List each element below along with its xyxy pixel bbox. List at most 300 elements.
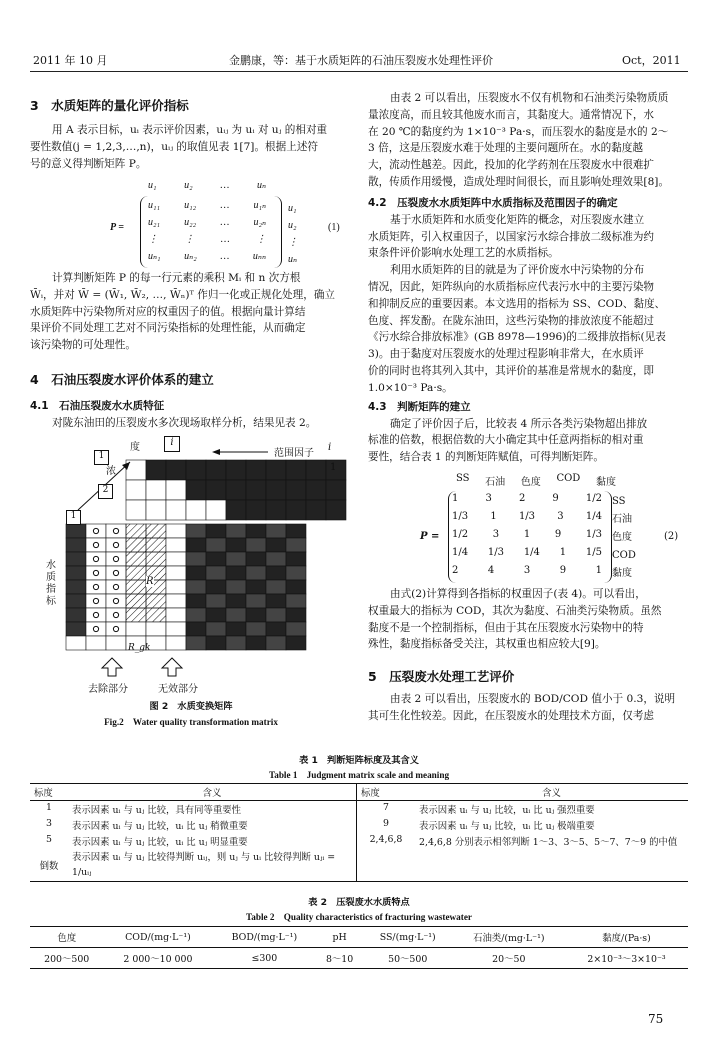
- table-1-cell: 倒数: [39, 861, 59, 872]
- matrix-cell: [166, 538, 186, 552]
- after-m2-line: 由式(2)计算得到各指标的权重因子(表 4)。可以看出，: [390, 588, 646, 600]
- matrix-cell: [86, 580, 106, 594]
- fig-label-invalid: 无效部分: [158, 684, 198, 695]
- table-1-cell: 表示因素 uᵢ 与 uⱼ 比较，uᵢ 比 uⱼ 极端重要: [419, 821, 595, 832]
- table-2-header: pH: [332, 931, 347, 943]
- matrix-cell: [246, 566, 266, 580]
- matrix-cell: [166, 636, 186, 650]
- sec3-para1-line3: 号的意义得判断矩阵 P。: [30, 157, 147, 170]
- matrix-band-cell: [286, 480, 306, 500]
- matrix-1-cell: u₁ₙ: [253, 200, 266, 211]
- matrix-cell: [126, 622, 146, 636]
- matrix-cell: [66, 636, 86, 650]
- matrix-2-cell: 1: [559, 547, 567, 558]
- matrix-band-cell: [186, 500, 206, 520]
- matrix-cell: [246, 594, 266, 608]
- matrix-2-cell: 1/4: [585, 511, 602, 522]
- matrix-1-row-head: uₙ: [288, 254, 298, 265]
- range-arrow-head: [212, 449, 220, 455]
- matrix-2-cell: 3: [492, 529, 500, 540]
- sec43-para-line: 要性，结合表 1 的判断矩阵赋值，可得判断矩阵。: [368, 451, 604, 464]
- section-4-1-title: 4.1 石油压裂废水水质特征: [30, 399, 165, 412]
- matrix-band-cell: [126, 480, 146, 500]
- matrix-1-body: [148, 200, 266, 268]
- matrix-2-cell: 1/4: [523, 547, 540, 558]
- right-para-top-line: 由表 2 可以看出，压裂废水不仅有机物和石油类污染物质质: [390, 92, 669, 104]
- matrix-cell: [126, 580, 146, 594]
- matrix-cell: [106, 622, 126, 636]
- sec3-para1-line2: 要性数值(j = 1,2,3,…,n)，uᵢⱼ 的取值见表 1[7]。根据上述符: [30, 140, 319, 153]
- matrix-2-cell: 1/3: [487, 547, 504, 558]
- matrix-1-cell: u₂₂: [184, 217, 197, 228]
- matrix-2-body: [452, 493, 602, 583]
- sec42-para2-line: 3)。由于黏度对压裂废水的处理过程影响非常大，在水质评: [368, 348, 644, 361]
- matrix-cell: [246, 552, 266, 566]
- matrix-cell: [146, 622, 166, 636]
- right-para-top-line: 量浓度高，而且较其他废水而言，其黏度大。通常情况下，水: [368, 108, 655, 121]
- matrix-cell: [186, 636, 206, 650]
- matrix-1-row-heads: [288, 200, 298, 268]
- matrix-cell: [266, 566, 286, 580]
- matrix-2-cell: 9: [559, 565, 567, 576]
- matrix-cell: [246, 524, 266, 538]
- matrix-2-cell: 9: [554, 529, 562, 540]
- section-3-title: 3 水质矩阵的量化评价指标: [30, 98, 189, 113]
- matrix-cell: [126, 594, 146, 608]
- matrix-band-cell: [266, 500, 286, 520]
- equation-number-1: (1): [328, 222, 340, 233]
- matrix-2-cell: 1/5: [585, 547, 602, 558]
- matrix-cell: [266, 636, 286, 650]
- section-5-title: 5 压裂废水处理工艺评价: [368, 669, 515, 685]
- matrix-cell: [106, 566, 126, 580]
- matrix-cell: [146, 524, 166, 538]
- matrix-cell: [186, 608, 206, 622]
- matrix-band-cell: [186, 460, 206, 480]
- remove-arrow-icon: [102, 658, 122, 676]
- table-1-cell: 表示因素 uᵢ 与 uⱼ 比较，uᵢ 比 uⱼ 明显重要: [68, 833, 357, 849]
- matrix-cell: [246, 580, 266, 594]
- matrix-1-col-heads: [148, 180, 266, 191]
- matrix-1-cell: u₁₂: [184, 200, 197, 211]
- matrix-band-cell: [126, 500, 146, 520]
- table-row: [30, 948, 688, 969]
- matrix-cell: [266, 608, 286, 622]
- matrix-2-cell: 4: [487, 565, 495, 576]
- header-date: 2011 年 10 月: [33, 54, 108, 67]
- sec42-para2-line: 利用水质矩阵的目的就是为了评价废水中污染物的分布: [390, 264, 645, 277]
- table-1-cell: 3: [46, 818, 52, 829]
- matrix-cell: [206, 524, 226, 538]
- equation-number-2: (2): [664, 531, 679, 542]
- table-2-cell: 50～500: [388, 954, 428, 965]
- matrix-band-cell: [246, 460, 266, 480]
- matrix-cell: [66, 608, 86, 622]
- matrix-1: [110, 180, 350, 270]
- matrix-cell: [246, 608, 266, 622]
- matrix-cell: [146, 552, 166, 566]
- matrix-2-row: [452, 511, 602, 529]
- matrix-band-cell: [226, 480, 246, 500]
- table-2: [30, 926, 688, 969]
- matrix-1-cell: uₙ₁: [148, 251, 161, 262]
- invalid-arrow-icon: [162, 658, 182, 676]
- matrix-cell: [126, 566, 146, 580]
- matrix-cell: [66, 566, 86, 580]
- table-2-cell: 2×10⁻³～3×10⁻³: [587, 954, 666, 965]
- matrix-2-cell: 1/3: [585, 529, 602, 540]
- matrix-1-cell: u₂₁: [148, 217, 160, 228]
- table-1-cell: 5: [46, 834, 52, 845]
- sec43-para-line: 标准的倍数，根据倍数的大小确定其中任意两指标的相对重: [368, 434, 644, 447]
- matrix-1-cell: uₙₙ: [252, 251, 266, 262]
- table-1-cell: 7: [383, 802, 389, 813]
- matrix-1-cell: ⋮: [255, 234, 266, 245]
- matrix-cell: [226, 552, 246, 566]
- matrix-band-cell: [186, 480, 206, 500]
- fig-label-r: R: [146, 576, 154, 587]
- matrix-2-row-head: 色度: [612, 532, 632, 543]
- matrix-cell: [206, 622, 226, 636]
- right-column-cont: [368, 586, 688, 725]
- matrix-cell: [166, 552, 186, 566]
- matrix-cell: [146, 608, 166, 622]
- matrix-band-cell: [206, 480, 226, 500]
- sec3-para2-line: W̄ᵢ，并对 W̄ = (W̄₁, W̄₂, …, W̄ₙ)ᵀ 作归一化或正规化处理，确立: [30, 288, 336, 301]
- matrix-cell: [166, 580, 186, 594]
- fig-label-rgk: R_gk: [128, 643, 151, 653]
- matrix-cell: [66, 538, 86, 552]
- matrix-band-cell: [166, 480, 186, 500]
- matrix-2-cell: 1: [452, 493, 459, 504]
- matrix-2-cell: 3: [485, 493, 492, 504]
- matrix-cell: [86, 538, 106, 552]
- fig-y-label: 水质指标: [46, 560, 56, 607]
- matrix-band-cell: [326, 480, 346, 500]
- matrix-cell: [286, 636, 306, 650]
- matrix-cell: [106, 538, 126, 552]
- matrix-cell: [106, 552, 126, 566]
- matrix-2-col-heads: [456, 473, 616, 488]
- matrix-1-cell: …: [220, 251, 230, 262]
- matrix-cell: [86, 524, 106, 538]
- table-1-cell: 表示因素 uᵢ 与 uⱼ 比较得判断 uᵢⱼ，则 uⱼ 与 uᵢ 比较得判断 uⱼᵢ = 1/uᵢⱼ: [68, 849, 357, 882]
- matrix-cell: [186, 580, 206, 594]
- matrix-cell: [226, 622, 246, 636]
- table-1-caption-en: Table 1 Judgment matrix scale and meaning: [268, 770, 450, 780]
- sec42-para1-line: 基于水质矩阵和水质变化矩阵的概念，对压裂废水建立: [390, 213, 645, 226]
- fig-right-1: 1: [330, 462, 337, 473]
- matrix-band-cell: [266, 480, 286, 500]
- table-2-cell: ≤300: [251, 952, 278, 964]
- matrix-cell: [146, 538, 166, 552]
- left-column: [30, 90, 352, 172]
- matrix-band-cell: [206, 460, 226, 480]
- matrix-1-col-head: …: [220, 180, 230, 191]
- matrix-cell: [226, 566, 246, 580]
- matrix-1-col-head: u₁: [148, 180, 157, 191]
- matrix-cell: [246, 538, 266, 552]
- sec42-para2-line: 《污水综合排放标准》(GB 8978—1996)的二级排放指标(见表: [368, 331, 666, 344]
- table-1-cell: 9: [383, 818, 389, 829]
- table-1-cell: 表示因素 uᵢ 与 uⱼ 比较，uᵢ 比 uⱼ 稍微重要: [68, 817, 357, 833]
- fig-box-1: 1: [94, 450, 109, 465]
- matrix-band-cell: [266, 460, 286, 480]
- matrix-cell: [86, 594, 106, 608]
- matrix-cell: [286, 608, 306, 622]
- matrix-2-cell: 2: [518, 493, 526, 504]
- matrix-2: [420, 473, 690, 583]
- table-2-header: SS/(mg·L⁻¹): [379, 931, 436, 943]
- table-2-header: 色度: [57, 933, 77, 944]
- matrix-1-row: [148, 234, 266, 251]
- matrix-1-row-head: ⋮: [288, 237, 298, 248]
- matrix-cell: [66, 594, 86, 608]
- matrix-cell: [186, 538, 206, 552]
- table-2-header-row: [30, 927, 688, 948]
- matrix-2-cell: 1: [595, 565, 602, 576]
- right-para-top-line: 在 20 ℃的黏度约为 1×10⁻³ Pa·s，而压裂水的黏度是水的 2～: [368, 125, 669, 138]
- table-row: [30, 801, 688, 818]
- section-4-title: 4 石油压裂废水评价体系的建立: [30, 371, 214, 387]
- left-column-cont: [30, 270, 352, 432]
- matrix-cell: [266, 594, 286, 608]
- matrix-cell: [186, 594, 206, 608]
- section-4-2-title: 4.2 压裂废水水质矩阵中水质指标及范围因子的确定: [368, 196, 618, 209]
- matrix-band-cell: [286, 460, 306, 480]
- page-number: 75: [648, 1012, 664, 1026]
- sec42-para1-line: 束条件评价影响水处理工艺的水质指标。: [368, 247, 559, 260]
- matrix-cell: [86, 566, 106, 580]
- table-1-header: 含义: [68, 784, 357, 801]
- table-2-caption-cn: 表 2 压裂废水水质特点: [308, 897, 410, 908]
- right-para-top-line: 散，传质作用缓慢，造成处理时间很长，而且影响处理效果[8]。: [368, 175, 670, 188]
- table-2-header: BOD/(mg·L⁻¹): [231, 931, 298, 943]
- right-para-top-line: 3 倍，这是压裂废水难于处理的主要问题所在。水的黏度越: [368, 142, 643, 155]
- matrix-cell: [66, 622, 86, 636]
- matrix-band-cell: [246, 480, 266, 500]
- matrix-2-col-head: 石油: [485, 477, 506, 488]
- matrix-cell: [266, 622, 286, 636]
- matrix-cell: [66, 552, 86, 566]
- sec42-para2-line: 色度、挥发酚。在陇东油田，这些污染物的排放浓度不能超过: [368, 314, 655, 327]
- matrix-2-cell: 1/2: [585, 493, 602, 504]
- matrix-cell: [286, 524, 306, 538]
- matrix-2-row: [452, 529, 602, 547]
- sec3-para2-line: 计算判断矩阵 P 的每一行元素的乘积 Mᵢ 和 n 次方根: [52, 272, 301, 284]
- figure-caption-en: Fig.2 Water quality transformation matrix: [104, 717, 278, 727]
- table-2-caption-en: Table 2 Quality characteristics of fracturing wastewater: [246, 912, 472, 922]
- matrix-cell: [66, 524, 86, 538]
- sec42-para2-line: 价的同时也将其列入其中，其评价的基准是常规水的黏度，即: [368, 364, 655, 377]
- matrix-1-cell: …: [220, 200, 230, 211]
- matrix-1-lhs: P =: [110, 222, 124, 233]
- right-para-top-line: 大，流动性越差。因此，投加的化学药剂在压裂废水中很难扩: [368, 159, 655, 172]
- matrix-cell: [106, 524, 126, 538]
- matrix-cell: [286, 538, 306, 552]
- matrix-cell: [206, 580, 226, 594]
- matrix-cell: [286, 566, 306, 580]
- matrix-band-cell: [306, 480, 326, 500]
- matrix-cell: [166, 566, 186, 580]
- matrix-cell: [86, 622, 106, 636]
- matrix-cell: [226, 594, 246, 608]
- table-2-cell: 2 000～10 000: [123, 954, 193, 965]
- matrix-2-lhs: P =: [420, 531, 440, 542]
- matrix-2-cell: 3: [557, 511, 564, 522]
- matrix-band-cell: [286, 500, 306, 520]
- table-2-cell: 8～10: [325, 954, 354, 965]
- matrix-cell: [206, 552, 226, 566]
- matrix-2-row-heads: [612, 493, 636, 583]
- matrix-cell: [246, 622, 266, 636]
- matrix-2-cell: 3: [523, 565, 531, 576]
- matrix-cell: [226, 636, 246, 650]
- header-title: 金鹏康，等：基于水质矩阵的石油压裂废水处理性评价: [229, 54, 493, 67]
- matrix-cell: [166, 608, 186, 622]
- table-row: [30, 833, 688, 849]
- matrix-band-cell: [306, 500, 326, 520]
- matrix-band-cell: [246, 500, 266, 520]
- matrix-cell: [286, 552, 306, 566]
- sec3-para2-line: 该污染物的可处理性。: [30, 339, 136, 352]
- matrix-cell: [86, 552, 106, 566]
- matrix-1-cell: …: [220, 217, 230, 228]
- matrix-cell: [186, 524, 206, 538]
- sec42-para2-line: 情况，因此，矩阵纵向的水质指标应代表污水中的主要污染物: [368, 280, 655, 293]
- matrix-1-cell: ⋮: [184, 234, 195, 245]
- sec5-para-line: 其可生化性较差。因此，在压裂废水的处理技术方面，仅考虑: [368, 709, 655, 722]
- matrix-cell: [106, 580, 126, 594]
- matrix-cell: [186, 622, 206, 636]
- matrix-cell: [206, 608, 226, 622]
- matrix-2-col-head: COD: [556, 473, 581, 484]
- matrix-1-cell: uₙ₂: [184, 251, 197, 262]
- matrix-2-cell: 1/4: [452, 547, 469, 558]
- fig-box-i: i: [164, 436, 180, 452]
- matrix-1-cell: …: [220, 234, 230, 245]
- matrix-2-cell: 1: [523, 529, 531, 540]
- table-1: [30, 783, 688, 882]
- matrix-1-row: [148, 251, 266, 268]
- header-rule: [30, 71, 688, 72]
- table-1-header-row: [30, 784, 688, 801]
- after-m2-line: 黏度不是一个控制指标，但由于其在压裂废水污染物中的特: [368, 621, 644, 634]
- matrix-1-row: [148, 200, 266, 217]
- matrix-cell: [126, 538, 146, 552]
- matrix-cell: [106, 594, 126, 608]
- table-2-cell: 200～500: [44, 954, 90, 965]
- matrix-2-col-head: 色度: [520, 477, 541, 488]
- fig-box-2: 2: [98, 484, 113, 499]
- matrix-1-col-head: u₂: [184, 180, 193, 191]
- right-column: [368, 90, 688, 466]
- matrix-cell: [206, 636, 226, 650]
- table-1-cell: 表示因素 uᵢ 与 uⱼ 比较，uᵢ 比 uⱼ 强烈重要: [419, 805, 595, 816]
- table-1-cell: 2,4,6,8: [369, 834, 403, 845]
- fig-label-nong: 浓: [106, 466, 116, 477]
- matrix-band-cell: [166, 460, 186, 480]
- sec3-para2-line: 果评价不同处理工艺对不同污染指标的处理性能，从而确定: [30, 322, 306, 335]
- matrix-2-cell: 1/2: [452, 529, 469, 540]
- matrix-cell: [226, 608, 246, 622]
- matrix-cell: [266, 552, 286, 566]
- table-1-header: 含义: [542, 788, 561, 799]
- matrix-cell: [186, 566, 206, 580]
- matrix-2-row-head: 黏度: [612, 568, 632, 579]
- matrix-band-cell: [306, 460, 326, 480]
- figure-caption-cn: 图 2 水质变换矩阵: [149, 701, 233, 712]
- sec3-para1-line1: 用 A 表示目标，uᵢ 表示评价因素，uᵢⱼ 为 uᵢ 对 uⱼ 的相对重: [52, 124, 328, 136]
- table-2-cell: 20～50: [492, 954, 526, 965]
- matrix-cell: [126, 608, 146, 622]
- sec41-para: 对陇东油田的压裂废水多次现场取样分析，结果见表 2。: [52, 416, 317, 429]
- section-4-3-title: 4.3 判断矩阵的建立: [368, 400, 471, 413]
- fig-box-1b: 1: [66, 510, 81, 525]
- fig-right-i: i: [328, 442, 332, 453]
- matrix-band-cell: [166, 500, 186, 520]
- matrix-1-cell: u₂ₙ: [253, 217, 266, 228]
- matrix-cell: [106, 636, 126, 650]
- matrix-band-cell: [206, 500, 226, 520]
- matrix-cell: [106, 608, 126, 622]
- table-1-cell: 表示因素 uᵢ 与 uⱼ 比较，具有同等重要性: [68, 801, 357, 818]
- matrix-band-cell: [226, 500, 246, 520]
- fig-label-du: 度: [130, 442, 140, 453]
- matrix-2-cell: 1: [490, 511, 497, 522]
- matrix-cell: [146, 594, 166, 608]
- fig-label-range: 范围因子: [274, 448, 314, 459]
- after-m2-line: 权重最大的指标为 COD，其次为黏度、石油类污染物质。虽然: [368, 604, 662, 617]
- matrix-cell: [166, 594, 186, 608]
- matrix-cell: [166, 524, 186, 538]
- table-row: [30, 817, 688, 833]
- matrix-cell: [126, 552, 146, 566]
- table-1-caption-cn: 表 1 判断矩阵标度及其含义: [299, 755, 419, 766]
- after-m2-line: 殊性，黏度指标备受关注，其权重也相应较大[9]。: [368, 638, 606, 651]
- table-1-cell: 1: [46, 802, 52, 813]
- matrix-cell: [86, 636, 106, 650]
- sec42-para1-line: 水质矩阵，引入权重因子，以国家污水综合排放二级标准为约: [368, 230, 655, 243]
- matrix-1-row-head: u₁: [288, 203, 297, 214]
- sec42-para2-line: 和抑制反应的重要因素。本文选用的指标为 SS、COD、黏度、: [368, 297, 666, 310]
- matrix-1-row-head: u₂: [288, 220, 297, 231]
- matrix-cell: [246, 636, 266, 650]
- matrix-1-col-head: uₙ: [256, 180, 266, 191]
- matrix-1-cell: u₁₁: [148, 200, 160, 211]
- sec3-para2-line: 水质矩阵中污染物所对应的权重因子的值。根据向量计算结: [30, 305, 306, 318]
- matrix-2-col-head: 黏度: [595, 477, 616, 488]
- matrix-cell: [226, 538, 246, 552]
- header-month: Oct，2011: [622, 54, 681, 67]
- table-2-header: COD/(mg·L⁻¹): [125, 931, 191, 943]
- matrix-2-row-head: 石油: [612, 514, 632, 525]
- figure-2: [30, 437, 352, 730]
- matrix-cell: [266, 538, 286, 552]
- matrix-1-row: [148, 217, 266, 234]
- matrix-cell: [286, 580, 306, 594]
- matrix-cell: [206, 594, 226, 608]
- matrix-cell: [286, 622, 306, 636]
- matrix-cell: [286, 594, 306, 608]
- matrix-cell: [266, 580, 286, 594]
- table-1-header: 标度: [34, 788, 53, 799]
- matrix-2-row: [452, 565, 602, 583]
- matrix-cell: [226, 524, 246, 538]
- matrix-2-cell: 2: [452, 565, 459, 576]
- matrix-2-cell: 1/3: [452, 511, 469, 522]
- table-2-header: 石油类/(mg·L⁻¹): [473, 933, 545, 944]
